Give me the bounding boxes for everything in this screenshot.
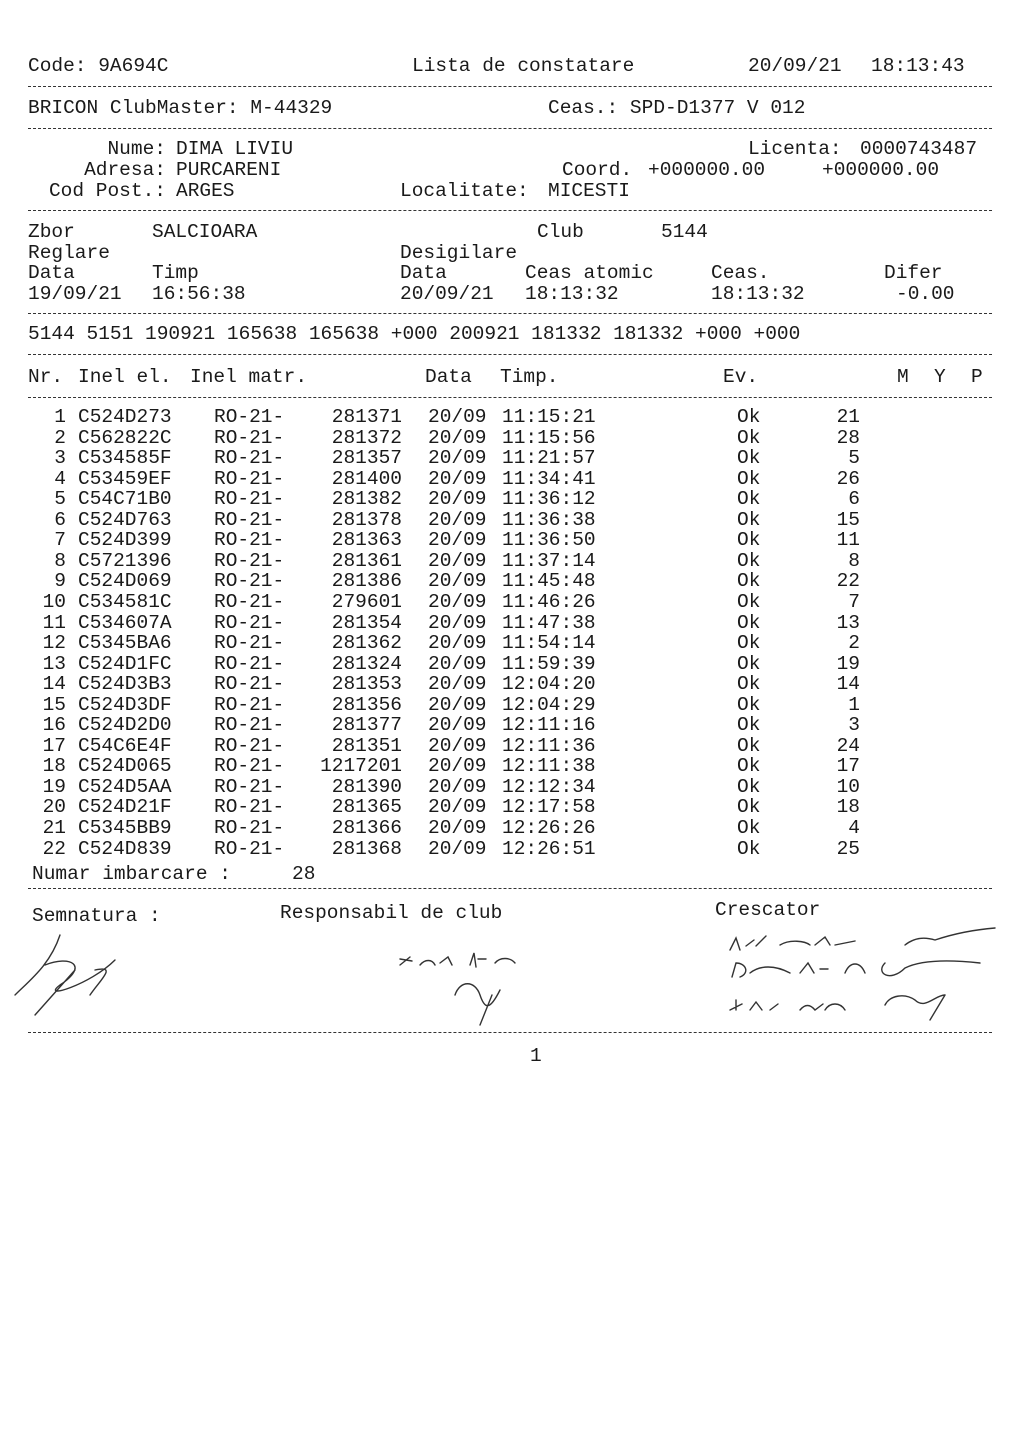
reglare-time-label: Timp [152, 262, 199, 284]
arrival-time: 12:17:58 [502, 796, 596, 819]
ring-prefix: RO-21- [214, 837, 285, 860]
table-row [0, 510, 1024, 530]
ring-number: 281371 [331, 406, 402, 428]
locality-label: Localitate: [400, 180, 529, 202]
clubmaster-id: BRICON ClubMaster: M-44329 [28, 97, 333, 119]
license-number: 0000743487 [860, 138, 978, 160]
divider [28, 210, 992, 211]
coord-x: +000000.00 [648, 159, 766, 181]
event-status: Ok [737, 734, 761, 757]
event-status: Ok [737, 632, 761, 655]
event-status: Ok [737, 508, 761, 531]
arrival-time: 12:11:16 [502, 714, 596, 737]
ring-prefix: RO-21- [214, 447, 285, 470]
ring-number: 281351 [331, 734, 402, 757]
event-status: Ok [737, 426, 761, 449]
table-row [0, 613, 1024, 633]
arrival-time: 12:04:20 [502, 673, 596, 696]
row-number: 2 [54, 426, 66, 449]
ring-prefix: RO-21- [214, 488, 285, 511]
rank: 22 [836, 570, 860, 593]
arrival-time: 12:26:26 [502, 817, 596, 839]
arrival-date: 20/09 [428, 611, 487, 634]
table-row [0, 674, 1024, 694]
rank: 24 [836, 734, 860, 757]
table-row [0, 777, 1024, 797]
row-number: 4 [54, 467, 66, 490]
ring-prefix: RO-21- [214, 693, 285, 716]
reglare-time: 16:56:38 [152, 283, 246, 305]
row-number: 16 [42, 714, 66, 737]
electronic-ring: C562822C [78, 426, 172, 449]
header-data: Data [425, 366, 472, 388]
arrival-date: 20/09 [428, 673, 487, 696]
header-inel-el: Inel el. [78, 366, 172, 388]
arrival-date: 20/09 [428, 467, 487, 490]
table-row [0, 633, 1024, 653]
header-p: P [971, 366, 983, 388]
electronic-ring: C534581C [78, 590, 172, 613]
ring-prefix: RO-21- [214, 508, 285, 531]
postal-label: Cod Post.: [48, 180, 166, 202]
ring-prefix: RO-21- [214, 549, 285, 572]
row-number: 15 [42, 693, 66, 716]
electronic-ring: C524D3B3 [78, 673, 172, 696]
row-number: 12 [42, 632, 66, 655]
row-number: 5 [54, 488, 66, 511]
ring-number: 281361 [331, 549, 402, 572]
divider [28, 397, 992, 398]
event-status: Ok [737, 549, 761, 572]
event-status: Ok [737, 467, 761, 490]
flight-name: SALCIOARA [152, 221, 258, 243]
event-status: Ok [737, 652, 761, 675]
electronic-ring: C524D763 [78, 508, 172, 531]
event-status: Ok [737, 590, 761, 613]
arrival-time: 12:12:34 [502, 775, 596, 798]
table-row [0, 469, 1024, 489]
ring-number: 279601 [331, 590, 402, 613]
divider [28, 354, 992, 355]
club-responsible-label: Responsabil de club [280, 902, 503, 924]
atomic-clock-label: Ceas atomic [525, 262, 654, 284]
ring-prefix: RO-21- [214, 652, 285, 675]
arrival-date: 20/09 [428, 508, 487, 531]
arrival-date: 20/09 [428, 714, 487, 737]
rank: 26 [836, 467, 860, 490]
header-ev: Ev. [723, 366, 759, 388]
rank: 17 [836, 755, 860, 778]
row-number: 13 [42, 652, 66, 675]
arrival-date: 20/09 [428, 406, 487, 428]
arrival-time: 11:21:57 [502, 447, 596, 470]
divider [28, 313, 992, 314]
electronic-ring: C54C71B0 [78, 488, 172, 511]
electronic-ring: C524D2D0 [78, 714, 172, 737]
arrival-time: 11:47:38 [502, 611, 596, 634]
arrival-date: 20/09 [428, 734, 487, 757]
electronic-ring: C524D1FC [78, 652, 172, 675]
divider [28, 128, 992, 129]
divider [28, 888, 992, 889]
electronic-ring: C5345BB9 [78, 817, 172, 839]
boarding-count: 28 [292, 863, 316, 885]
table-row [0, 592, 1024, 612]
arrival-date: 20/09 [428, 426, 487, 449]
locality: MICESTI [548, 180, 630, 202]
electronic-ring: C5345BA6 [78, 632, 172, 655]
ring-prefix: RO-21- [214, 755, 285, 778]
row-number: 21 [42, 817, 66, 839]
signature-label: Semnatura : [32, 905, 161, 927]
event-status: Ok [737, 447, 761, 470]
print-date: 20/09/21 [748, 55, 842, 77]
event-status: Ok [737, 406, 761, 428]
arrival-time: 11:45:48 [502, 570, 596, 593]
electronic-ring: C5721396 [78, 549, 172, 572]
row-number: 1 [54, 406, 66, 428]
event-status: Ok [737, 529, 761, 552]
rank: 4 [848, 817, 860, 839]
license-label: Licenta: [748, 138, 842, 160]
print-time: 18:13:43 [871, 55, 965, 77]
name-label: Nume: [107, 138, 166, 160]
ring-prefix: RO-21- [214, 796, 285, 819]
ring-number: 281324 [331, 652, 402, 675]
arrival-time: 11:36:12 [502, 488, 596, 511]
arrival-date: 20/09 [428, 590, 487, 613]
arrival-time: 11:15:21 [502, 406, 596, 428]
ring-prefix: RO-21- [214, 406, 285, 428]
event-status: Ok [737, 817, 761, 839]
difference-value: -0.00 [896, 283, 955, 305]
arrival-date: 20/09 [428, 632, 487, 655]
arrival-time: 11:54:14 [502, 632, 596, 655]
table-row [0, 530, 1024, 550]
event-status: Ok [737, 488, 761, 511]
table-row [0, 571, 1024, 591]
divider [28, 1032, 992, 1033]
club-number: 5144 [661, 221, 708, 243]
rank: 18 [836, 796, 860, 819]
header-m: M [897, 366, 909, 388]
desigilare-date-label: Data [400, 262, 447, 284]
table-row [0, 695, 1024, 715]
arrival-date: 20/09 [428, 529, 487, 552]
ring-number: 281386 [331, 570, 402, 593]
table-row [0, 839, 1024, 859]
electronic-ring: C524D3DF [78, 693, 172, 716]
arrival-date: 20/09 [428, 570, 487, 593]
divider [28, 86, 992, 87]
atomic-clock-time: 18:13:32 [525, 283, 619, 305]
coord-y: +000000.00 [822, 159, 940, 181]
table-row [0, 551, 1024, 571]
arrival-date: 20/09 [428, 796, 487, 819]
event-status: Ok [737, 837, 761, 860]
event-status: Ok [737, 693, 761, 716]
row-number: 11 [42, 611, 66, 634]
header-nr: Nr. [28, 366, 64, 388]
arrival-date: 20/09 [428, 652, 487, 675]
ring-prefix: RO-21- [214, 611, 285, 634]
ring-number: 281377 [331, 714, 402, 737]
row-number: 19 [42, 775, 66, 798]
rank: 19 [836, 652, 860, 675]
ring-prefix: RO-21- [214, 570, 285, 593]
clock-id: Ceas.: SPD-D1377 V 012 [548, 97, 806, 119]
desigilare-label: Desigilare [400, 242, 518, 264]
document-code: Code: 9A694C [28, 55, 169, 77]
ring-number: 281356 [331, 693, 402, 716]
electronic-ring: C53459EF [78, 467, 172, 490]
row-number: 7 [54, 529, 66, 552]
ring-prefix: RO-21- [214, 426, 285, 449]
table-row [0, 448, 1024, 468]
row-number: 22 [42, 837, 66, 860]
rank: 1 [848, 693, 860, 716]
event-status: Ok [737, 775, 761, 798]
club-label: Club [537, 221, 584, 243]
ring-prefix: RO-21- [214, 673, 285, 696]
arrival-date: 20/09 [428, 488, 487, 511]
row-number: 20 [42, 796, 66, 819]
arrival-time: 11:36:38 [502, 508, 596, 531]
reglare-date: 19/09/21 [28, 283, 122, 305]
header-y: Y [934, 366, 946, 388]
ring-prefix: RO-21- [214, 775, 285, 798]
rank: 14 [836, 673, 860, 696]
row-number: 17 [42, 734, 66, 757]
arrival-time: 12:04:29 [502, 693, 596, 716]
ring-number: 281382 [331, 488, 402, 511]
electronic-ring: C524D069 [78, 570, 172, 593]
rank: 7 [848, 590, 860, 613]
ring-prefix: RO-21- [214, 714, 285, 737]
rank: 3 [848, 714, 860, 737]
arrival-date: 20/09 [428, 549, 487, 572]
ring-number: 281368 [331, 837, 402, 860]
electronic-ring: C524D21F [78, 796, 172, 819]
arrival-time: 12:11:38 [502, 755, 596, 778]
row-number: 14 [42, 673, 66, 696]
rank: 21 [836, 406, 860, 428]
rank: 15 [836, 508, 860, 531]
event-status: Ok [737, 570, 761, 593]
page-number: 1 [530, 1045, 542, 1067]
rank: 6 [848, 488, 860, 511]
event-status: Ok [737, 796, 761, 819]
table-row [0, 428, 1024, 448]
ring-number: 281378 [331, 508, 402, 531]
desigilare-date: 20/09/21 [400, 283, 494, 305]
electronic-ring: C534585F [78, 447, 172, 470]
reglare-label: Reglare [28, 242, 110, 264]
rank: 8 [848, 549, 860, 572]
ring-number: 281365 [331, 796, 402, 819]
reglare-date-label: Data [28, 262, 75, 284]
ring-prefix: RO-21- [214, 734, 285, 757]
flight-label: Zbor [28, 221, 75, 243]
owner-postal: ARGES [176, 180, 235, 202]
ring-number: 1217201 [320, 755, 402, 778]
arrival-time: 11:34:41 [502, 467, 596, 490]
breeder-label: Crescator [715, 899, 821, 921]
row-number: 10 [42, 590, 66, 613]
electronic-ring: C534607A [78, 611, 172, 634]
row-number: 9 [54, 570, 66, 593]
table-row [0, 818, 1024, 838]
owner-address: PURCARENI [176, 159, 282, 181]
owner-name: DIMA LIVIU [176, 138, 294, 160]
boarding-count-label: Numar imbarcare : [32, 863, 231, 885]
rank: 13 [836, 611, 860, 634]
ring-prefix: RO-21- [214, 590, 285, 613]
arrival-date: 20/09 [428, 817, 487, 839]
coord-label: Coord. [562, 159, 633, 181]
header-timp: Timp. [500, 366, 559, 388]
rank: 10 [836, 775, 860, 798]
ring-prefix: RO-21- [214, 529, 285, 552]
electronic-ring: C524D273 [78, 406, 172, 428]
ring-number: 281353 [331, 673, 402, 696]
event-status: Ok [737, 755, 761, 778]
document-title: Lista de constatare [412, 55, 635, 77]
arrival-time: 11:37:14 [502, 549, 596, 572]
clock-label: Ceas. [711, 262, 770, 284]
ring-number: 281357 [331, 447, 402, 470]
ring-number: 281400 [331, 467, 402, 490]
ring-number: 281362 [331, 632, 402, 655]
rank: 28 [836, 426, 860, 449]
event-status: Ok [737, 714, 761, 737]
clock-time: 18:13:32 [711, 283, 805, 305]
ring-prefix: RO-21- [214, 467, 285, 490]
rank: 2 [848, 632, 860, 655]
arrival-time: 11:36:50 [502, 529, 596, 552]
arrival-time: 11:15:56 [502, 426, 596, 449]
ring-number: 281363 [331, 529, 402, 552]
rank: 25 [836, 837, 860, 860]
arrival-time: 12:26:51 [502, 837, 596, 860]
header-inel-matr: Inel matr. [190, 366, 308, 388]
ring-number: 281354 [331, 611, 402, 634]
table-row [0, 797, 1024, 817]
arrival-time: 11:59:39 [502, 652, 596, 675]
table-row [0, 715, 1024, 735]
arrival-date: 20/09 [428, 775, 487, 798]
electronic-ring: C524D5AA [78, 775, 172, 798]
arrival-date: 20/09 [428, 755, 487, 778]
arrival-time: 11:46:26 [502, 590, 596, 613]
arrival-date: 20/09 [428, 837, 487, 860]
row-number: 3 [54, 447, 66, 470]
arrival-time: 12:11:36 [502, 734, 596, 757]
row-number: 8 [54, 549, 66, 572]
ring-prefix: RO-21- [214, 817, 285, 839]
rank: 5 [848, 447, 860, 470]
ring-prefix: RO-21- [214, 632, 285, 655]
event-status: Ok [737, 673, 761, 696]
table-row [0, 407, 1024, 427]
electronic-ring: C54C6E4F [78, 734, 172, 757]
table-row [0, 489, 1024, 509]
rank: 11 [836, 529, 860, 552]
electronic-ring: C524D839 [78, 837, 172, 860]
address-label: Adresa: [84, 159, 166, 181]
event-status: Ok [737, 611, 761, 634]
difference-label: Difer [884, 262, 943, 284]
electronic-ring: C524D065 [78, 755, 172, 778]
ring-number: 281390 [331, 775, 402, 798]
row-number: 6 [54, 508, 66, 531]
table-row [0, 654, 1024, 674]
arrival-date: 20/09 [428, 447, 487, 470]
table-row [0, 736, 1024, 756]
arrival-date: 20/09 [428, 693, 487, 716]
ring-number: 281366 [331, 817, 402, 839]
codes-line: 5144 5151 190921 165638 165638 +000 200921 181332 181332 +000 +000 [28, 323, 801, 345]
electronic-ring: C524D399 [78, 529, 172, 552]
signature-scribble [0, 925, 1024, 1035]
row-number: 18 [42, 755, 66, 778]
ring-number: 281372 [331, 426, 402, 449]
table-row [0, 756, 1024, 776]
